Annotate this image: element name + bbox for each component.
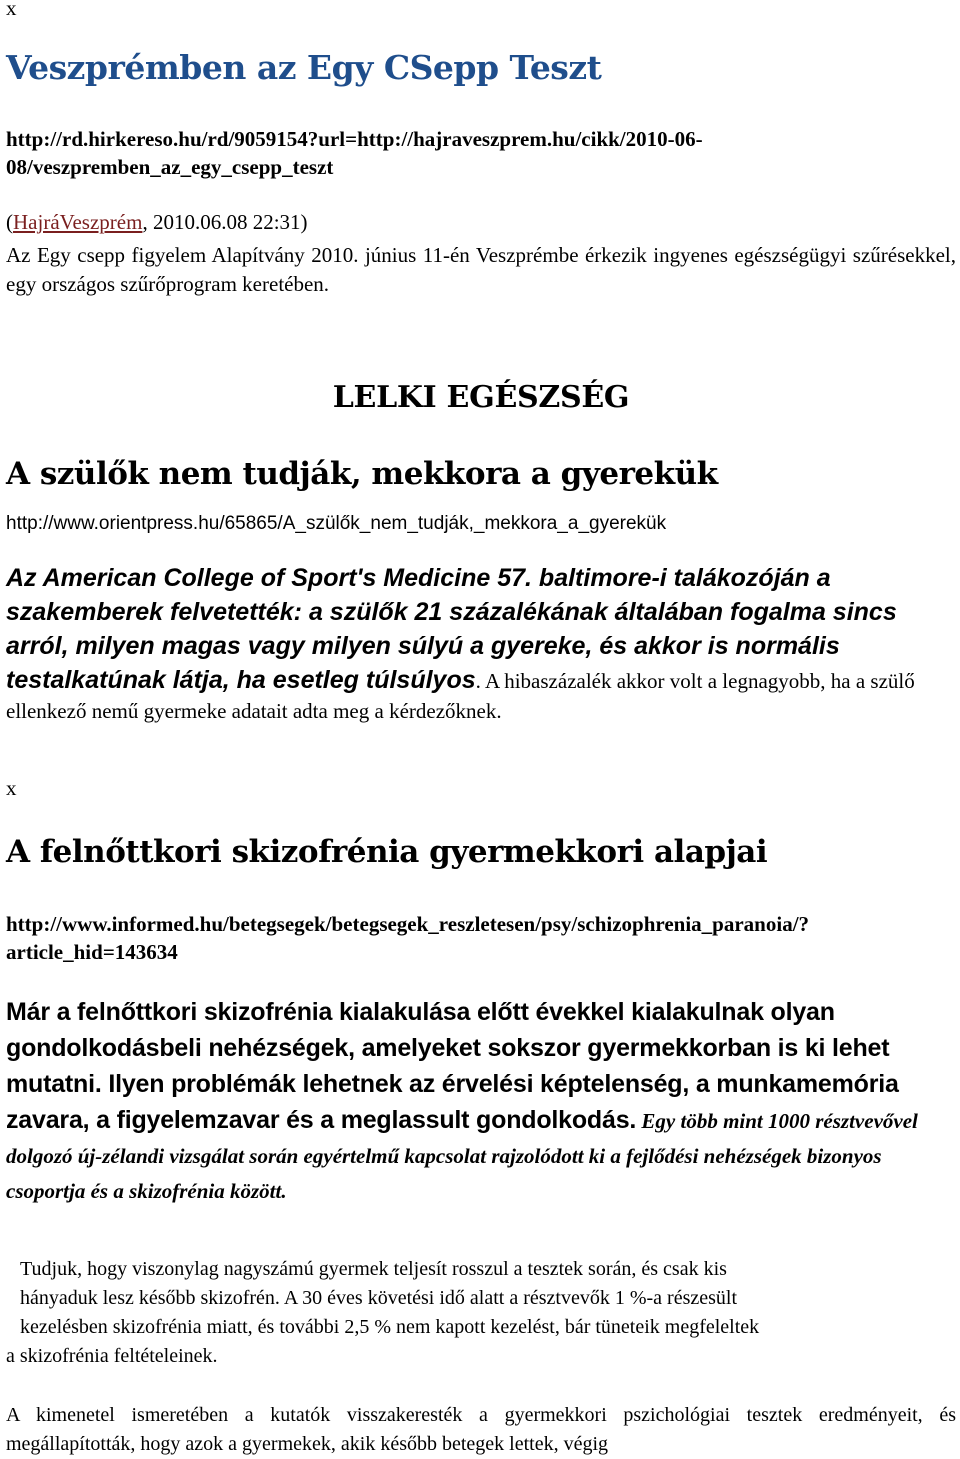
article-lead: [6, 996, 956, 1210]
article-title: A szülők nem tudják, mekkora a gyerekük: [6, 456, 718, 492]
lead-italic: Egy több mint 1000 résztvevővel dolgozó új-zélandi vizsgálat során egyértelmű kapcsolat rajzolódott ki a fejlődési nehézségek bizonyos csoportja és a skizofrénia között.: [6, 1109, 918, 1203]
x-mark: x: [6, 0, 17, 20]
article-lead: [6, 561, 956, 726]
article-url[interactable]: http://www.orientpress.hu/65865/A_szülők_nem_tudják,_mekkora_a_gyerekük: [6, 513, 667, 534]
article-source: [6, 208, 956, 237]
section-title: LELKI EGÉSZSÉG: [332, 380, 630, 415]
lead-bold: Az American College of Sport's Medicine 57. baltimore-i talákozóján a szakemberek felvetették: a szülők 21 százalékának általában fogalma sincs arról, milyen magas vagy milyen súlyú a gyereke, és akkor is normális testalkatúnak látja, ha esetleg túlsúlyos: [6, 564, 897, 694]
article-title: Veszprémben az Egy CSepp Teszt: [6, 48, 602, 87]
article-title: A felnőttkori skizofrénia gyermekkori alapjai: [6, 834, 768, 870]
article-url[interactable]: http://www.informed.hu/betegsegek/betegsegek_reszletesen/psy/schizophrenia_paranoia/?article_hid=143634: [6, 912, 810, 964]
source-open: (: [6, 210, 13, 234]
source-link[interactable]: HajráVeszprém: [13, 210, 143, 234]
article-url[interactable]: http://rd.hirkereso.hu/rd/9059154?url=http://hajraveszprem.hu/cikk/2010-06-08/veszpremben_az_egy_csepp_teszt: [6, 127, 703, 179]
paragraph-line: hányaduk lesz később skizofrén. A 30 éves követési idő alatt a résztvevők 1 %-a részesült: [20, 1287, 738, 1309]
x-mark: x: [6, 776, 17, 800]
source-date: , 2010.06.08 22:31): [142, 210, 308, 234]
paragraph: [6, 1255, 956, 1371]
paragraph-line: kezelésben skizofrénia miatt, és további 2,5 % nem kapott kezelést, bár tüneteik megfeleltek: [20, 1316, 760, 1338]
paragraph-line: a skizofrénia feltételeinek.: [6, 1345, 218, 1367]
article-body: Az Egy csepp figyelem Alapítvány 2010. június 11-én Veszprémbe érkezik ingyenes egészségügyi szűrésekkel, egy országos szűrőprogram keretében.: [6, 243, 956, 296]
paragraph-line: Tudjuk, hogy viszonylag nagyszámú gyermek teljesít rosszul a tesztek során, és csak kis: [20, 1258, 727, 1280]
lead-bold: Már a felnőttkori skizofrénia kialakulása előtt évekkel kialakulnak olyan gondolkodásbeli nehézségek, amelyeket sokszor gyermekkorban is ki lehet mutatni. Ilyen problémák lehetnek az érvelési képtelenség, a munkamemória zavara, a figyelemzavar és a meglassult gondolkodás.: [6, 998, 899, 1134]
lead-rest: . A hibaszázalék akkor volt a legnagyobb, ha a szülő ellenkező nemű gyermeke adatait adta meg a kérdezőknek.: [6, 669, 915, 723]
paragraph: A kimenetel ismeretében a kutatók visszakeresték a gyermekkori pszichológiai tesztek eredményeit, és megállapították, hogy azok a gyermekek, akik később betegek lettek, végig: [6, 1404, 956, 1455]
